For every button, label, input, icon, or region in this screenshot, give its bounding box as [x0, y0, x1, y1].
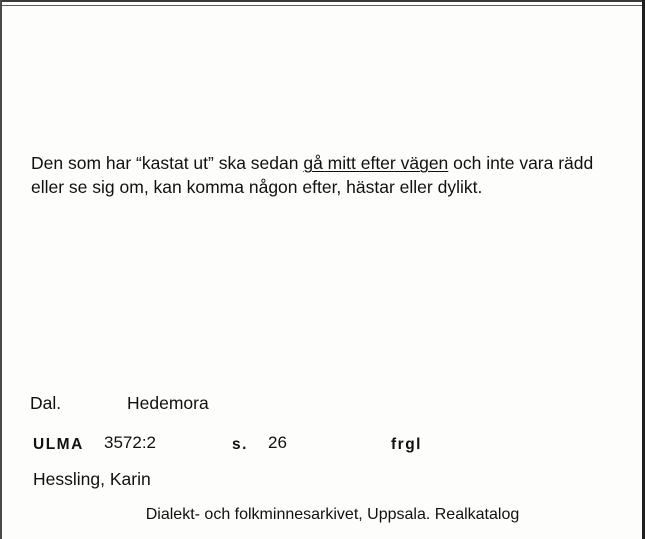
archive-code: ULMA: [33, 436, 84, 453]
archive-number: 3572:2: [104, 433, 156, 452]
record-text: [31, 151, 621, 199]
archive-footer: Dialekt- och folkminnesarkivet, Uppsala. Realkatalog: [145, 506, 520, 523]
record-text-start: Den som har “kastat ut” ska sedan: [31, 153, 304, 173]
card-top-edge: [0, 0, 645, 6]
informant-name: Hessling, Karin: [33, 469, 151, 489]
province: Dal.: [30, 393, 62, 413]
page-label: s.: [232, 436, 248, 453]
category-code: frgl: [391, 436, 422, 453]
page-number: 26: [268, 433, 287, 452]
card-left-edge: [0, 0, 2, 539]
record-text-end: och inte vara rädd eller se sig om, kan komma någon efter, hästar eller dylikt.: [31, 153, 594, 197]
parish: Hedemora: [127, 393, 209, 413]
record-text-underlined: gå mitt efter vägen: [303, 153, 449, 173]
